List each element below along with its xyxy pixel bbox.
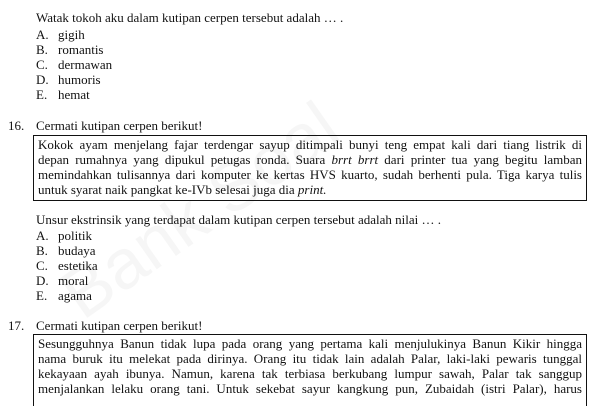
option-text: gigih (58, 27, 85, 42)
q16-option-c[interactable] (36, 258, 98, 273)
option-letter: A. (36, 228, 49, 243)
q15-stem: Watak tokoh aku dalam kutipan cerpen tersebut adalah … . (36, 10, 344, 25)
option-letter: B. (36, 243, 48, 258)
q15-option-c[interactable] (36, 57, 112, 72)
passage-italic: print. (297, 182, 327, 197)
option-letter: E. (36, 87, 48, 102)
q16-option-b[interactable] (36, 243, 96, 258)
q16-question: Unsur ekstrinsik yang terdapat dalam kutipan cerpen tersebut adalah nilai … . (36, 212, 442, 227)
q17-passage-line-3: kekayaan ayah ibunya. Namun, karena tak terbiasa berkubang lumpur sawah, Palar tak sanggup (38, 366, 582, 381)
option-text: politik (58, 228, 92, 243)
q16-passage-line-2 (38, 152, 582, 167)
passage-text: depan rumahnya yang dipukul petugas ronda. Suara (38, 152, 332, 167)
option-text: budaya (58, 243, 96, 258)
q15-option-e[interactable] (36, 87, 90, 102)
q17-passage-line-2: nama buruk itu melekat pada dirinya. Orang itu tidak lain adalah Palar, laki-laki pewaris tunggal (38, 351, 582, 366)
option-text: estetika (58, 258, 98, 273)
option-letter: B. (36, 42, 48, 57)
option-text: romantis (58, 42, 104, 57)
q16-instruction: Cermati kutipan cerpen berikut! (36, 118, 203, 133)
q17-passage-box (33, 334, 587, 406)
passage-text: untuk syarat naik pangkat ke-IVb selesai juga dia (38, 182, 298, 197)
q16-number: 16. (8, 118, 25, 133)
passage-italic: brrt brrt (331, 152, 379, 167)
q16-passage-line-3: memindahkan tulisannya dari komputer ke kertas HVS kuarto, sudah berhenti pula. Tiga karya tulis (38, 167, 582, 182)
option-letter: A. (36, 27, 49, 42)
q16-option-d[interactable] (36, 273, 88, 288)
q16-option-a[interactable] (36, 228, 92, 243)
q16-passage-box (33, 135, 587, 201)
option-text: moral (58, 273, 89, 288)
option-letter: D. (36, 72, 49, 87)
option-text: humoris (58, 72, 101, 87)
q17-passage-line-4: menjalankan lelaku orang tani. Untuk sekebat sayur kangkung pun, Zubaidah (istri Palar), harus (38, 381, 582, 396)
option-letter: C. (36, 258, 48, 273)
q17-instruction: Cermati kutipan cerpen berikut! (36, 318, 203, 333)
q15-option-a[interactable] (36, 27, 85, 42)
option-letter: E. (36, 288, 48, 303)
option-text: hemat (58, 87, 90, 102)
option-text: dermawan (58, 57, 113, 72)
q16-option-e[interactable] (36, 288, 92, 303)
q15-option-d[interactable] (36, 72, 101, 87)
option-text: agama (58, 288, 92, 303)
q17-passage-line-1: Sesungguhnya Banun tidak lupa pada orang yang pertama kali menjulukinya Banun Kikir hingga (38, 336, 582, 351)
passage-text: dari printer tua yang begitu lamban (378, 152, 582, 167)
option-letter: C. (36, 57, 48, 72)
q16-passage-line-1: Kokok ayam menjelang fajar terdengar sayup ditimpali bunyi teng empat kali dari tiang listrik di (38, 137, 582, 152)
option-letter: D. (36, 273, 49, 288)
q15-option-b[interactable] (36, 42, 104, 57)
q17-number: 17. (8, 318, 25, 333)
q16-passage-line-4 (38, 182, 326, 197)
